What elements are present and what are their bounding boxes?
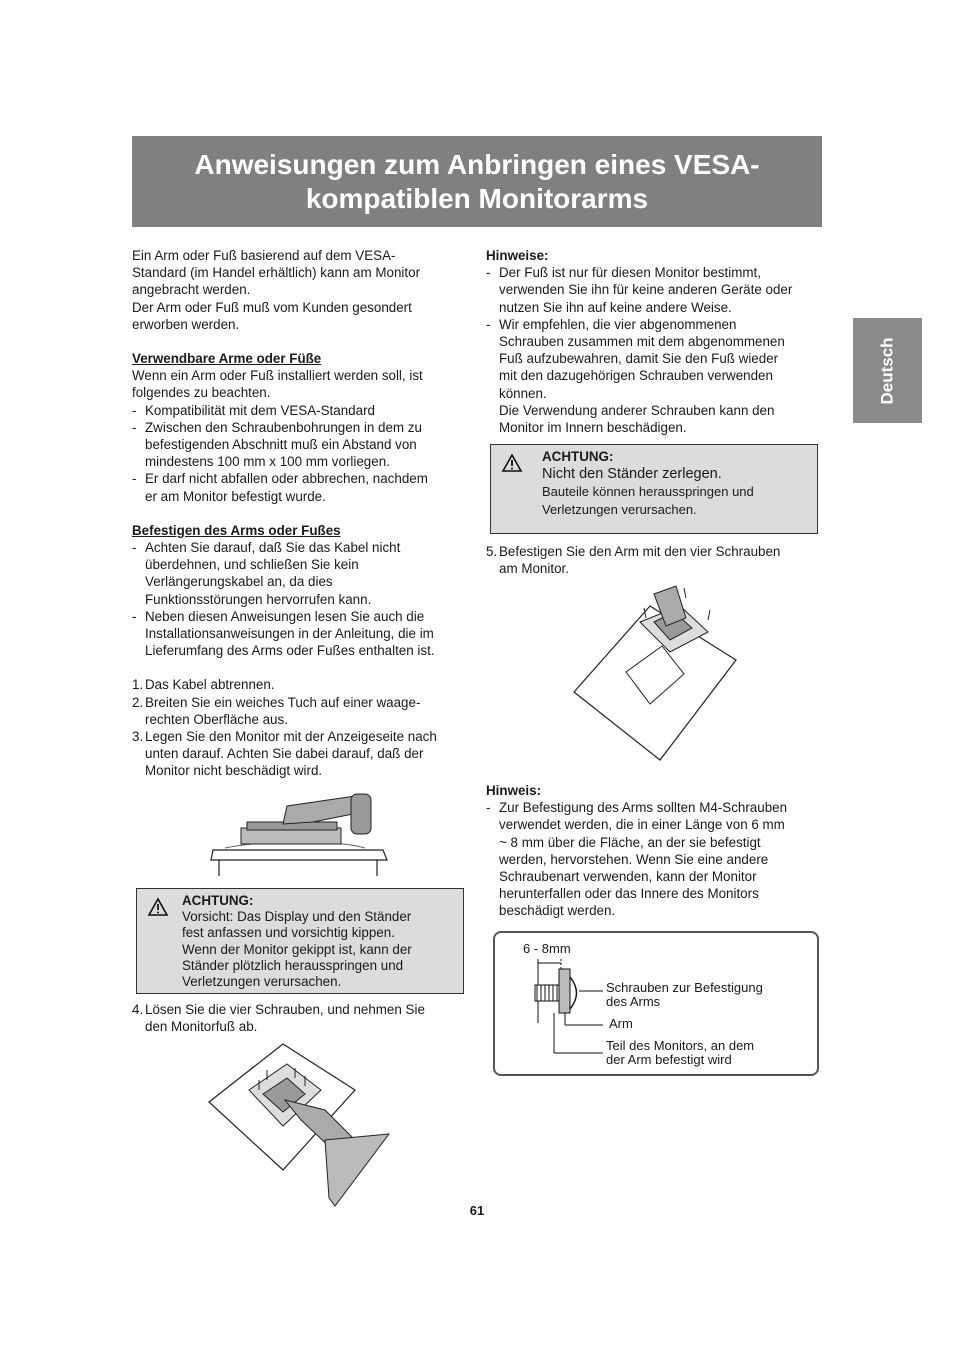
list-item: - Zur Befestigung des Arms sollten M4-Schrauben verwendet werden, die in einer Länge von 6 mm ~ 8 mm über die Fläche, an der sie befestigt werden, hervorstehen. Wenn Sie eine andere Schraubenart verwenden, kann der Monitor herunterfallen oder das Innere des Monitors beschädigt werden. [486, 799, 826, 919]
section-heading-compatible: Verwendbare Arme oder Füße [132, 351, 322, 367]
note-section [486, 782, 826, 920]
step-item: 2. Breiten Sie ein weiches Tuch auf einer waage- rechten Oberfläche aus. [132, 694, 421, 727]
notes-heading: Hinweise: [486, 248, 549, 263]
note-list [486, 799, 826, 919]
left-column [132, 247, 472, 780]
warning-line: Ständer plötzlich herausspringen und [182, 957, 404, 973]
requirements-list [132, 402, 472, 505]
step-5 [486, 543, 826, 577]
intro-line: angebracht werden. [132, 282, 251, 298]
remove-stand-illustration [205, 1040, 395, 1210]
monitor-part-label: Teil des Monitors, an dem der Arm befestigt wird [606, 1038, 755, 1067]
warning-box-tilt [136, 888, 464, 994]
warning-line: Vorsicht: Das Display und den Ständer [182, 909, 412, 925]
language-tab [853, 318, 922, 423]
list-item: - Er darf nicht abfallen oder abbrechen, nachdem er am Monitor befestigt wurde. [132, 470, 472, 504]
monitor-on-table-illustration [205, 786, 395, 878]
dimension-label: 6 - 8mm [523, 941, 571, 956]
attach-notes-list [132, 539, 472, 659]
page-title [132, 136, 822, 227]
warning-title: ACHTUNG: [182, 893, 254, 908]
attach-arm-illustration [570, 582, 740, 764]
list-item: - Achten Sie darauf, daß Sie das Kabel nicht überdehnen, und schließen Sie kein Verlängerungskabel an, da dies Funktionsstörungen hervorrufen kann. [132, 539, 472, 608]
title-line-2: kompatiblen Monitorarms [305, 182, 649, 214]
step-item: 3. Legen Sie den Monitor mit der Anzeigeseite nach unten darauf. Achten Sie dabei darauf, daß der Monitor nicht beschädigt wird. [132, 729, 437, 779]
warning-main-line: Nicht den Ständer zerlegen. [542, 466, 722, 483]
step-item: 4. Lösen Sie die vier Schrauben, und nehmen Sie den Monitorfuß ab. [132, 1002, 425, 1035]
page-number: 61 [469, 1203, 485, 1218]
warning-triangle-icon [501, 453, 523, 473]
warning-box-disassemble [490, 444, 818, 534]
warning-title: ACHTUNG: [542, 449, 614, 464]
list-item: - Kompatibilität mit dem VESA-Standard [132, 402, 472, 419]
right-column [486, 247, 826, 436]
warning-triangle-icon [147, 897, 169, 917]
list-item: - Zwischen den Schraubenbohrungen in dem zu befestigenden Abschnitt muß ein Abstand von mindestens 100 mm x 100 mm vorliegen. [132, 419, 472, 471]
intro-line: erworben werden. [132, 316, 240, 332]
section-text: folgendes zu beachten. [132, 385, 271, 401]
screw-label: Schrauben zur Befestigung des Arms [606, 980, 763, 1009]
language-tab-label: Deutsch [877, 336, 897, 405]
warning-line: fest anfassen und vorsichtig kippen. [182, 925, 395, 941]
screw-length-diagram [493, 931, 819, 1076]
step-4 [132, 1001, 472, 1035]
intro-line: Standard (im Handel erhältlich) kann am Monitor [132, 265, 421, 281]
list-item: - Wir empfehlen, die vier abgenommenen Schrauben zusammen mit dem abgenommenen Fuß aufzubewahren, damit Sie den Fuß wieder mit den dazugehörigen Schrauben verwenden können. Die Verwendung anderer Schrauben kann den Monitor im Innern beschädigen. [486, 316, 826, 436]
notes-list [486, 264, 826, 436]
list-item: - Neben diesen Anweisungen lesen Sie auch die Installationsanweisungen in der Anleitung, die im Lieferumfang des Arms oder Fußes enthalten ist. [132, 608, 472, 660]
step-item: 5. Befestigen Sie den Arm mit den vier Schrauben am Monitor. [486, 544, 781, 577]
warning-line: Bauteile können herausspringen und [542, 484, 754, 500]
section-text: Wenn ein Arm oder Fuß installiert werden soll, ist [132, 368, 423, 384]
steps-list [132, 676, 472, 779]
intro-line: Ein Arm oder Fuß basierend auf dem VESA- [132, 248, 396, 263]
intro-line: Der Arm oder Fuß muß vom Kunden gesondert [132, 299, 412, 315]
warning-line: Verletzungen verursachen. [182, 974, 342, 990]
title-line-1: Anweisungen zum Anbringen eines VESA- [194, 148, 760, 180]
step-item: 1. Das Kabel abtrennen. [132, 677, 275, 693]
note-heading: Hinweis: [486, 783, 542, 798]
list-item: - Der Fuß ist nur für diesen Monitor bestimmt, verwenden Sie ihn für keine anderen Geräte oder nutzen Sie ihn auf keine andere Weise. [486, 264, 826, 316]
warning-line: Wenn der Monitor gekippt ist, kann der [182, 941, 412, 957]
arm-label: Arm [609, 1016, 633, 1031]
section-heading-attach: Befestigen des Arms oder Fußes [132, 522, 341, 538]
warning-line: Verletzungen verursachen. [542, 502, 697, 518]
